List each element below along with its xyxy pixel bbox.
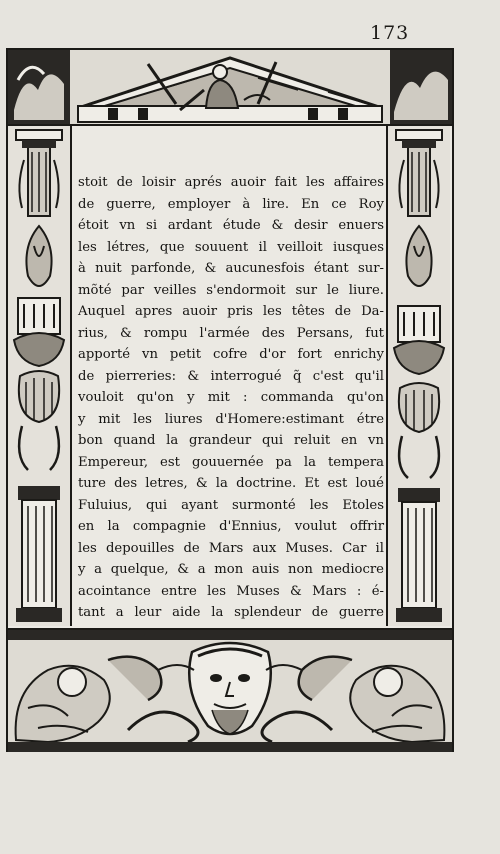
text-line: les létres, que souuent il veilloit iusques xyxy=(78,239,384,255)
right-column-ornament xyxy=(386,126,450,626)
text-line: Fuluius, qui ayant surmonté les Etoles xyxy=(78,497,384,513)
left-candelabrum-column xyxy=(8,126,70,626)
text-line: acointance entre les Muses & Mars : é- xyxy=(78,583,384,599)
woodcut-border xyxy=(6,48,454,752)
bottom-woodcut-illustration xyxy=(8,630,452,752)
top-woodcut-illustration xyxy=(8,50,452,124)
text-line: rius, & rompu l'armée des Persans, fut xyxy=(78,325,384,341)
text-line: à nuit parfonde, & aucunesfois étant sur- xyxy=(78,261,384,276)
bottom-woodcut-band xyxy=(8,628,452,752)
text-line: Auquel apres auoir pris les têtes de Da- xyxy=(78,304,384,319)
text-line: ture des letres, & la doctrine. Et est loué xyxy=(78,476,384,491)
text-line: apporté vn petit cofre d'or fort enrichy xyxy=(78,347,384,362)
text-line: y mit les liures d'Homere:estimant étre xyxy=(78,411,384,427)
text-line: de pierreries: & interrogué q̃ c'est qu'il xyxy=(78,368,384,384)
right-candelabrum-column xyxy=(388,126,450,626)
text-line: Empereur, est gouuernée pa la tempera xyxy=(78,454,384,470)
text-line: bon quand la grandeur qui reluit en vn xyxy=(78,433,384,448)
text-line: tant a leur aide la splendeur de guerre xyxy=(78,605,384,620)
text-line: en la compagnie d'Ennius, voulut offrir xyxy=(78,519,384,534)
text-line: les depouilles de Mars aux Muses. Car il xyxy=(78,540,384,556)
page-number: 173 xyxy=(370,22,410,44)
left-column-ornament xyxy=(8,126,72,626)
text-line: mõté par veilles s'endormoit sur le liure. xyxy=(78,282,384,298)
body-text xyxy=(78,172,384,677)
text-line: de guerre, employer à lire. En ce Roy xyxy=(78,196,384,212)
text-line: y a quelque, & a mon auis non mediocre xyxy=(78,562,384,577)
top-woodcut-band xyxy=(8,50,452,126)
text-line: étoit vn si ardant étude & desir enuers xyxy=(78,218,384,233)
text-line: vouloit qu'on y mit : commanda qu'on xyxy=(78,390,384,405)
text-line: stoit de loisir aprés auoir fait les affaires xyxy=(78,175,384,190)
